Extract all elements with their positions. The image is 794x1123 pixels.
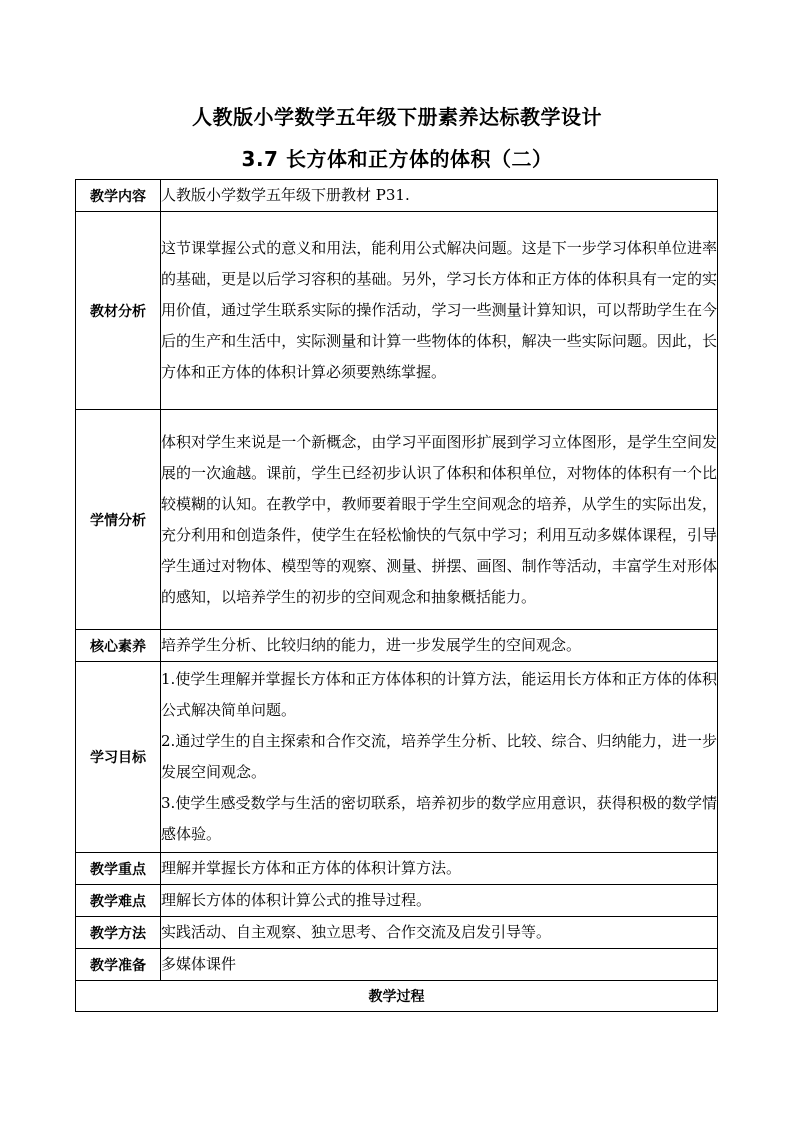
row-content xyxy=(161,885,718,917)
document-title: 人教版小学数学五年级下册素养达标教学设计 xyxy=(192,105,602,129)
objective-item: 1.使学生理解并掌握长方体和正方体体积的计算方法，能运用长方体和正方体的体积公式解决简单问题。 xyxy=(161,670,717,719)
table-row-preparation xyxy=(76,949,718,981)
content-paragraph: 多媒体课件 xyxy=(161,955,237,973)
lesson-plan-table xyxy=(75,179,718,1012)
row-content xyxy=(161,410,718,630)
row-label: 核心素养 xyxy=(76,630,161,662)
table-row-difficulties xyxy=(76,885,718,917)
objective-item: 3.使学生感受数学与生活的密切联系，培养初步的数学应用意识，获得积极的数学情感体验。 xyxy=(161,794,717,843)
row-content xyxy=(161,853,718,885)
content-paragraph: 实践活动、自主观察、独立思考、合作交流及启发引导等。 xyxy=(161,923,552,941)
row-content xyxy=(161,917,718,949)
row-content xyxy=(161,630,718,662)
content-paragraph: 理解并掌握长方体和正方体的体积计算方法。 xyxy=(161,859,462,877)
row-content xyxy=(161,662,718,853)
table-row-student-analysis xyxy=(76,410,718,630)
content-paragraph: 理解长方体的体积计算公式的推导过程。 xyxy=(161,891,432,909)
row-label: 教学难点 xyxy=(76,885,161,917)
row-content xyxy=(161,212,718,410)
content-paragraph: 人教版小学数学五年级下册教材 P31. xyxy=(161,186,410,204)
row-label: 教学重点 xyxy=(76,853,161,885)
row-label: 教材分析 xyxy=(76,212,161,410)
lesson-subtitle: 3.7 长方体和正方体的体积（二） xyxy=(241,147,553,171)
content-paragraph: 这节课掌握公式的意义和用法，能利用公式解决问题。这是下一步学习体积单位进率的基础，更是以后学习容积的基础。另外，学习长方体和正方体的体积具有一定的实用价值，通过学生联系实际的操作活动，学习一些测量计算知识，可以帮助学生在今后的生产和生活中，实际测量和计算一些物体的体积，解决一些实际问题。因此，长方体和正方体的体积计算必须要熟练掌握。 xyxy=(161,239,717,381)
table-row-teaching-content xyxy=(76,180,718,212)
section-heading: 教学过程 xyxy=(76,981,718,1012)
table-row-teaching-process xyxy=(76,981,718,1012)
table-row-textbook-analysis xyxy=(76,212,718,410)
row-label: 学情分析 xyxy=(76,410,161,630)
row-label: 教学内容 xyxy=(76,180,161,212)
table-row-key-points xyxy=(76,853,718,885)
row-label: 教学准备 xyxy=(76,949,161,981)
table-row-methods xyxy=(76,917,718,949)
row-content xyxy=(161,180,718,212)
content-paragraph: 培养学生分析、比较归纳的能力，进一步发展学生的空间观念。 xyxy=(161,636,582,654)
row-label: 教学方法 xyxy=(76,917,161,949)
content-paragraph: 体积对学生来说是一个新概念，由学习平面图形扩展到学习立体图形，是学生空间发展的一次逾越。课前，学生已经初步认识了体积和体积单位，对物体的体积有一个比较模糊的认知。在教学中，教师要着眼于学生空间观念的培养，从学生的实际出发，充分利用和创造条件，使学生在轻松愉快的气氛中学习；利用互动多媒体课程，引导学生通过对物体、模型等的观察、测量、拼摆、画图、制作等活动，丰富学生对形体的感知，以培养学生的初步的空间观念和抽象概括能力。 xyxy=(161,432,717,606)
row-label: 学习目标 xyxy=(76,662,161,853)
table-row-learning-objectives xyxy=(76,662,718,853)
row-content xyxy=(161,949,718,981)
objective-item: 2.通过学生的自主探索和合作交流，培养学生分析、比较、综合、归纳能力，进一步发展空间观念。 xyxy=(161,732,717,781)
table-row-core-literacy xyxy=(76,630,718,662)
